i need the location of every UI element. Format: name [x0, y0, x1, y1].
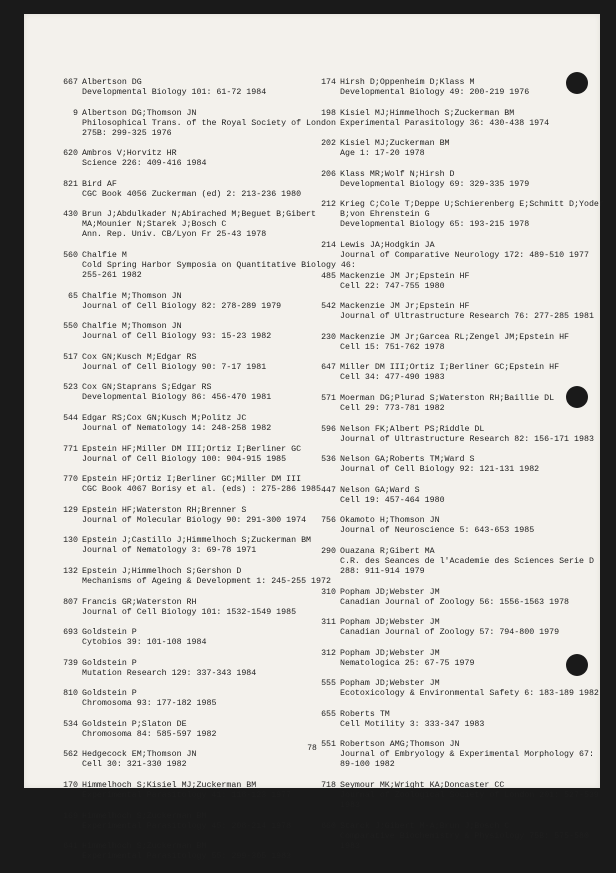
reference-citation: Journal of Cell Biology 100: 904-915 1985	[82, 454, 287, 464]
reference-citation: Age 1: 17-20 1978	[340, 149, 425, 159]
reference-number: 230	[321, 332, 336, 342]
reference-citation: CGC Book 4067 Borisy et al. (eds) : 275-286 1985	[82, 485, 321, 495]
reference-authors: Goldstein P	[82, 689, 137, 699]
reference-authors: Himmelhoch S;Zuckerman BM	[82, 842, 207, 852]
reference-number: 807	[63, 597, 78, 607]
reference-body	[82, 720, 322, 740]
reference-citation: Journal of Ultrastructure Research 76: 277-285 1981	[340, 312, 594, 322]
reference-entry	[312, 200, 602, 230]
reference-number: 430	[63, 210, 78, 220]
reference-body	[82, 414, 322, 434]
reference-authors: Popham JD;Webster JM	[340, 648, 440, 658]
reference-entry	[54, 598, 322, 618]
reference-authors: Ambros V;Horvitz HR	[82, 149, 177, 159]
reference-authors: Mackenzie JM Jr;Garcea RL;Zengel JM;Epstein HF	[340, 332, 570, 342]
reference-number: 447	[321, 485, 336, 495]
reference-citation: MA;Mounier N;Starek J;Bosch C	[82, 220, 227, 230]
reference-entry	[54, 750, 322, 770]
reference-citation: Science 226: 409-416 1984	[82, 159, 207, 169]
reference-citation: 1983	[340, 801, 360, 811]
reference-citation: CGC Book 4056 Zuckerman (ed) 2: 213-236 1980	[82, 189, 302, 199]
reference-citation: Journal of Neuroscience 5: 643-653 1985	[340, 526, 535, 536]
reference-authors: Hirsh D;Oppenheim D;Klass M	[340, 78, 475, 87]
reference-authors: Moerman DG;Plurad S;Waterston RH;Baillie DL	[340, 393, 555, 403]
reference-number: 132	[63, 566, 78, 576]
reference-authors: Edgar RS;Cox GN;Kusch M;Politz JC	[82, 413, 247, 423]
reference-authors: Mackenzie JM Jr;Epstein HF	[340, 302, 470, 312]
reference-body	[82, 475, 322, 495]
reference-body	[82, 109, 336, 139]
reference-citation: Developmental Biology 65: 193-215 1978	[340, 220, 530, 230]
reference-authors: Chalfie M	[82, 250, 127, 260]
reference-entry	[312, 781, 602, 811]
reference-body	[82, 383, 322, 403]
reference-number: 641	[63, 842, 78, 852]
reference-citation: Chromosoma 93: 177-182 1985	[82, 699, 217, 709]
reference-authors: Lewis JA;Hodgkin JA	[340, 240, 435, 250]
reference-citation: Cell 30: 321-330 1982	[82, 760, 187, 770]
reference-authors: Nelson GA;Roberts TM;Ward S	[340, 455, 475, 465]
reference-number: 560	[63, 250, 78, 260]
reference-entry	[54, 383, 322, 403]
reference-body	[340, 241, 602, 261]
reference-entry	[54, 292, 322, 312]
reference-citation: Cell 19: 457-464 1980	[340, 495, 445, 505]
reference-entry	[54, 353, 322, 373]
reference-entry	[54, 78, 322, 98]
reference-authors: Cox GN;Kusch M;Edgar RS	[82, 352, 197, 362]
reference-entry	[54, 322, 322, 342]
reference-authors: Francis GR;Waterston RH	[82, 597, 197, 607]
reference-body	[82, 689, 322, 709]
reference-citation: Comparative Biochemistry & Physiology 75B: 575-580	[340, 831, 589, 841]
reference-authors: Goldstein P	[82, 658, 137, 668]
reference-citation: Journal of Cell Biology 93: 15-23 1982	[82, 332, 272, 342]
reference-number: 655	[321, 709, 336, 719]
reference-citation: Journal of Comparative Neurology 172: 489-510 1977	[340, 250, 589, 260]
reference-authors: Hedgecock EM;Thomson JN	[82, 750, 197, 760]
reference-entry	[54, 659, 322, 679]
reference-authors: Himmelhoch S;Zuckerman BM	[82, 811, 207, 821]
reference-citation: Developmental Biology 101: 61-72 1984	[82, 88, 267, 97]
reference-citation: Mechanisms of Ageing & Development 1: 245-255 1972	[82, 576, 331, 586]
reference-citation: Journal of Cell Biology 101: 1532-1549 1985	[82, 607, 297, 617]
reference-citation: Journal of Cell Biology 82: 278-289 1979	[82, 301, 282, 311]
reference-citation: Chromosoma 84: 585-597 1982	[82, 729, 217, 739]
reference-number: 562	[63, 750, 78, 760]
reference-number: 739	[63, 658, 78, 668]
reference-entry	[54, 566, 331, 587]
reference-number: 517	[63, 352, 78, 362]
reference-number: 620	[63, 149, 78, 159]
reference-authors: Goldstein P	[82, 628, 137, 638]
reference-number: 130	[63, 536, 78, 546]
reference-citation: Cold Spring Harbor Symposia on Quantitative Biology 46:	[82, 260, 356, 270]
reference-entry	[312, 302, 602, 322]
reference-entry	[312, 618, 602, 638]
reference-citation: Journal of Nematology 14: 248-258 1982	[82, 423, 272, 433]
reference-number: 596	[321, 424, 336, 434]
reference-authors: Popham JD;Webster JM	[340, 679, 440, 689]
reference-entry	[54, 842, 322, 862]
reference-body	[340, 588, 602, 608]
reference-number: 169	[63, 811, 78, 821]
reference-number: 9	[73, 108, 78, 118]
reference-entry	[312, 455, 602, 475]
reference-citation: Ann. Rep. Univ. CB/Lyon Fr 25-43 1978	[82, 230, 267, 240]
reference-authors: Epstein HF;Waterston RH;Brenner S	[82, 505, 247, 515]
reference-entry	[54, 628, 322, 648]
reference-citation: Journal of Embryology & Experimental Morphology 67:	[340, 750, 594, 760]
reference-entry	[54, 536, 322, 556]
reference-entry	[312, 170, 602, 190]
reference-entry	[312, 822, 602, 852]
reference-entry	[312, 516, 602, 536]
reference-citation: Developmental Biology 69: 329-335 1979	[340, 179, 530, 189]
reference-body	[82, 812, 322, 832]
reference-citation: Journal of Cell Biology 92: 121-131 1982	[340, 465, 540, 475]
reference-authors: Epstein HF;Ortiz I;Berliner GC;Miller DM III	[82, 475, 302, 485]
reference-entry	[312, 363, 602, 383]
reference-number: 756	[321, 516, 336, 526]
reference-citation: 255-261 1982	[82, 270, 142, 280]
reference-citation: Experimental Parasitology 36: 430-438 1974	[340, 118, 550, 128]
reference-citation: Developmental Biology 49: 200-219 1976	[340, 88, 530, 97]
reference-body	[340, 333, 602, 353]
reference-citation: Canadian Journal of Zoology 57: 794-800 1979	[340, 628, 560, 638]
reference-body	[82, 659, 322, 679]
reference-citation: 288: 911-914 1979	[340, 566, 425, 576]
reference-body	[82, 628, 322, 648]
reference-number: 202	[321, 139, 336, 149]
reference-authors: Chalfie M;Thomson JN	[82, 322, 182, 332]
reference-number: 660	[321, 821, 336, 831]
reference-body	[340, 302, 602, 322]
reference-number: 523	[63, 383, 78, 393]
reference-body	[82, 210, 322, 240]
reference-authors: Brun J;Abdulkader N;Abirached M;Beguet B;Gibert	[82, 210, 317, 220]
reference-entry	[54, 812, 322, 832]
reference-number: 214	[321, 240, 336, 250]
reference-authors: Albertson DG;Thomson JN	[82, 108, 197, 118]
reference-number: 312	[321, 648, 336, 658]
reference-entry	[312, 486, 602, 506]
reference-citation: B;von Ehrenstein G	[340, 210, 430, 220]
reference-body	[340, 170, 602, 190]
reference-number: 810	[63, 689, 78, 699]
reference-body	[340, 822, 602, 852]
reference-authors: Krieg C;Cole T;Deppe U;Schierenberg E;Schmitt D;Yoder	[340, 200, 604, 210]
reference-authors: Miller DM III;Ortiz I;Berliner GC;Epstein HF	[340, 363, 560, 373]
reference-body	[340, 78, 602, 98]
reference-number: 198	[321, 108, 336, 118]
reference-body	[340, 425, 602, 445]
reference-entry	[312, 333, 602, 353]
reference-citation: Philosophical Trans. of the Royal Society of London	[82, 118, 336, 128]
reference-entry	[312, 649, 602, 669]
reference-body	[82, 445, 322, 465]
reference-body	[340, 679, 602, 699]
reference-entry	[312, 547, 602, 577]
reference-citation: Journal of Zoological Society of London 201: 527-539	[340, 791, 599, 801]
reference-number: 485	[321, 271, 336, 281]
reference-number: 555	[321, 679, 336, 689]
reference-entry	[312, 241, 602, 261]
reference-body	[82, 781, 322, 801]
reference-citation: Journal of Nematology 3: 69-78 1971	[82, 546, 257, 556]
reference-body	[82, 536, 322, 556]
reference-entry	[312, 78, 602, 98]
reference-citation: Developmental Biology 86: 456-470 1981	[82, 393, 272, 403]
reference-citation: Experimental Parasitology 45: 208-214 1978	[82, 821, 292, 831]
reference-body	[82, 750, 322, 770]
reference-authors: Bird AF	[82, 179, 117, 189]
page-number: 78	[307, 744, 317, 753]
reference-citation: Cell 22: 747-755 1980	[340, 281, 445, 291]
reference-number: 65	[68, 291, 78, 301]
reference-body	[340, 455, 602, 475]
reference-number: 667	[63, 78, 78, 87]
reference-number: 310	[321, 587, 336, 597]
reference-citation: Experimental Parasitology 55: 299-305 1983	[82, 852, 292, 862]
reference-number: 647	[321, 363, 336, 373]
reference-entry	[312, 109, 602, 129]
reference-citation: 1983	[340, 841, 360, 851]
reference-citation: Cell 15: 751-762 1978	[340, 342, 445, 352]
reference-authors: Klass MR;Wolf N;Hirsh D	[340, 169, 455, 179]
reference-body	[340, 394, 602, 414]
reference-authors: Popham JD;Webster JM	[340, 587, 440, 597]
reference-number: 550	[63, 322, 78, 332]
reference-number: 771	[63, 444, 78, 454]
reference-body	[82, 842, 322, 862]
reference-citation: 89-100 1982	[340, 760, 395, 770]
reference-citation: Journal of Molecular Biology 90: 291-300 1974	[82, 515, 307, 525]
reference-citation: Cell Motility 3: 333-347 1983	[340, 719, 485, 729]
reference-number: 290	[321, 546, 336, 556]
reference-citation: Cell 34: 477-490 1983	[340, 373, 445, 383]
reference-citation: Journal of Ultrastructure Research 82: 156-171 1983	[340, 434, 594, 444]
reference-authors: Starck J;Gibert M-A;Brun J;Bosch C	[340, 821, 510, 831]
reference-authors: Nelson FK;Albert PS;Riddle DL	[340, 424, 485, 434]
reference-authors: Ouazana R;Gibert MA	[340, 546, 435, 556]
reference-authors: Roberts TM	[340, 709, 390, 719]
reference-body	[340, 200, 604, 230]
reference-body	[82, 78, 322, 98]
reference-citation: Journal of Cell Biology 90: 7-17 1981	[82, 362, 267, 372]
reference-number: 212	[321, 200, 336, 210]
reference-body	[82, 353, 322, 373]
reference-body	[82, 149, 322, 169]
reference-number: 174	[321, 78, 336, 87]
reference-entry	[312, 394, 602, 414]
reference-authors: Robertson AMG;Thomson JN	[340, 740, 460, 750]
document-page	[24, 14, 604, 862]
reference-authors: Seymour MK;Wright KA;Doncaster CC	[340, 781, 505, 791]
reference-body	[82, 506, 322, 526]
reference-authors: Popham JD;Webster JM	[340, 618, 440, 628]
reference-authors: Epstein HF;Miller DM III;Ortiz I;Berliner GC	[82, 444, 302, 454]
reference-citation: 275B: 299-325 1976	[82, 128, 172, 138]
reference-entry	[54, 445, 322, 465]
reference-body	[340, 618, 602, 638]
reference-authors: Okamoto H;Thomson JN	[340, 516, 440, 526]
reference-entry	[312, 272, 602, 292]
reference-authors: Albertson DG	[82, 78, 142, 87]
reference-number: 542	[321, 302, 336, 312]
reference-body	[340, 139, 602, 159]
reference-authors: Nelson GA;Ward S	[340, 485, 420, 495]
reference-entry	[54, 149, 322, 169]
reference-citation: Cytobios 39: 101-108 1984	[82, 638, 207, 648]
reference-body	[340, 516, 602, 536]
reference-citation: Cell 29: 773-781 1982	[340, 403, 445, 413]
reference-entry	[54, 689, 322, 709]
reference-number: 311	[321, 618, 336, 628]
reference-authors: Himmelhoch S;Kisiel MJ;Zuckerman BM	[82, 781, 257, 791]
reference-body	[82, 292, 322, 312]
reference-citation: C.R. des Seances de l'Academie des Sciences Serie D	[340, 556, 594, 566]
reference-authors: Cox GN;Staprans S;Edgar RS	[82, 383, 212, 393]
reference-body	[340, 109, 602, 129]
reference-authors: Chalfie M;Thomson JN	[82, 291, 182, 301]
reference-entry	[312, 588, 602, 608]
reference-body	[82, 322, 322, 342]
reference-authors: Mackenzie JM Jr;Epstein HF	[340, 271, 470, 281]
reference-number: 693	[63, 628, 78, 638]
reference-entry	[54, 210, 322, 240]
reference-authors: Kisiel MJ;Himmelhoch S;Zuckerman BM	[340, 108, 515, 118]
reference-body	[340, 272, 602, 292]
reference-entry	[54, 781, 322, 801]
reference-authors: Goldstein P;Slaton DE	[82, 719, 187, 729]
reference-number: 571	[321, 393, 336, 403]
reference-body	[340, 486, 602, 506]
reference-entry	[54, 180, 322, 200]
reference-body	[340, 649, 602, 669]
reference-entry	[54, 475, 322, 495]
reference-citation: Nematologica 25: 67-75 1979	[340, 658, 475, 668]
reference-number: 536	[321, 455, 336, 465]
reference-number: 770	[63, 475, 78, 485]
reference-entry	[312, 710, 602, 730]
reference-number: 551	[321, 740, 336, 750]
reference-entry	[312, 425, 602, 445]
reference-body	[82, 567, 331, 587]
reference-authors: Epstein J;Himmelhoch S;Gershon D	[82, 566, 242, 576]
reference-entry	[312, 139, 602, 159]
reference-citation: Experimental Parasitology 41: 118-123 1977	[82, 791, 292, 801]
reference-body	[340, 547, 602, 577]
reference-number: 534	[63, 719, 78, 729]
reference-body	[340, 363, 602, 383]
reference-body	[82, 180, 322, 200]
reference-authors: Kisiel MJ;Zuckerman BM	[340, 139, 450, 149]
reference-entry	[54, 720, 322, 740]
reference-number: 544	[63, 413, 78, 423]
reference-entry	[312, 679, 602, 699]
reference-authors: Epstein J;Castillo J;Himmelhoch S;Zuckerman BM	[82, 536, 312, 546]
reference-number: 206	[321, 169, 336, 179]
reference-number: 170	[63, 781, 78, 791]
reference-entry	[54, 414, 322, 434]
reference-number: 129	[63, 505, 78, 515]
reference-citation: Mutation Research 129: 337-343 1984	[82, 668, 257, 678]
reference-number: 718	[321, 781, 336, 791]
reference-number: 821	[63, 179, 78, 189]
reference-entry	[54, 506, 322, 526]
reference-citation: Canadian Journal of Zoology 56: 1556-1563 1978	[340, 597, 570, 607]
reference-body	[340, 781, 602, 811]
reference-body	[340, 710, 602, 730]
reference-citation: Ecotoxicology & Environmental Safety 6: 183-189 1982	[340, 689, 599, 699]
reference-body	[82, 598, 322, 618]
